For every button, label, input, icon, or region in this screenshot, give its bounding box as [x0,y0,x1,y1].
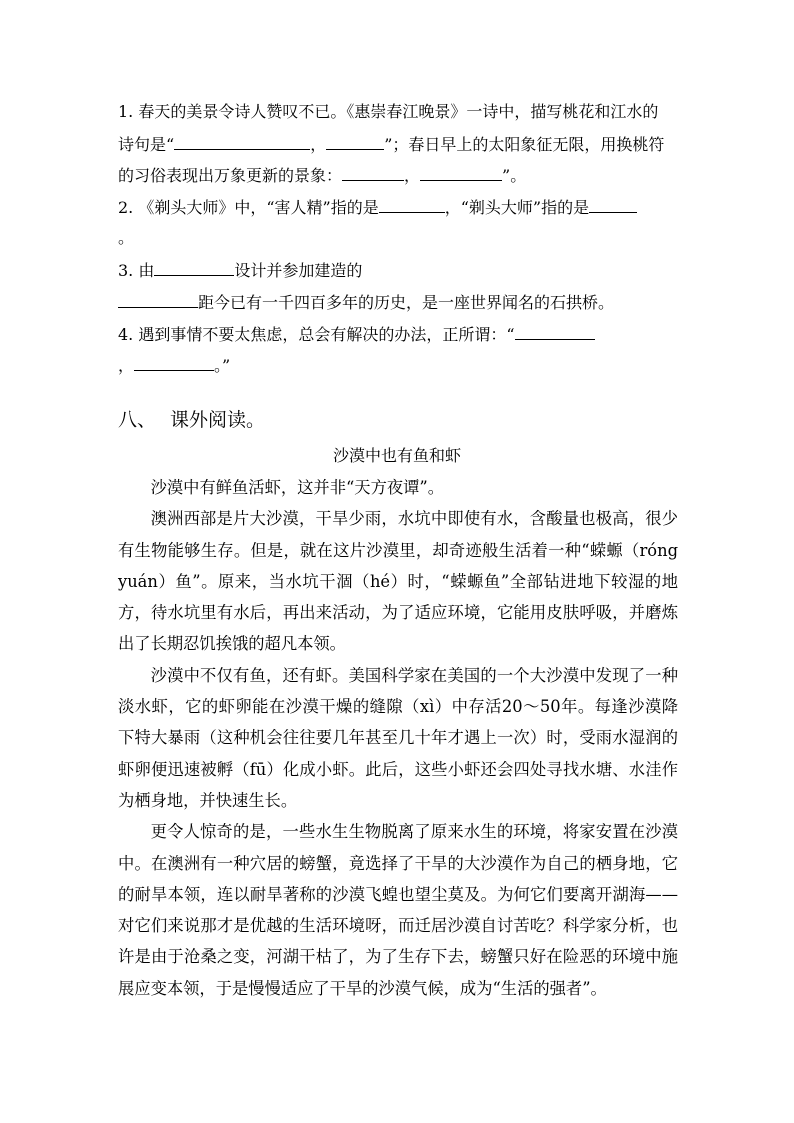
q4-blank-1[interactable] [515,323,595,340]
section-number: 八、 [118,409,157,431]
q1-line3 [118,164,526,186]
q1-line2-text-a: 诗句是“ [118,135,175,154]
article-title: 沙漠中也有鱼和虾 [332,446,461,465]
q4-line2-text-b: 。” [214,356,231,375]
article-paragraph-1: 沙漠中有鲜鱼活虾，这并非“天方夜谭”。 [150,478,445,497]
q3-blank-2[interactable] [118,291,198,308]
q4-line2-text-a: ， [118,356,135,375]
q1-blank-3[interactable] [342,164,404,181]
q2-line1 [118,196,637,218]
q4-line1-text: 4. 遇到事情不要太焦虑，总会有解决的办法，正所谓：“ [118,325,515,344]
q2-line1-text-a: 2. 《剃头大师》中，“害人精”指的是 [118,198,379,217]
q2-line1-text-b: ，“剃头大师”指的是 [444,198,590,217]
q3-line1-text-a: 3. 由 [118,261,155,280]
q3-line1-text-b: 设计并参加建造的 [234,261,363,280]
q2-blank-1[interactable] [379,196,445,213]
q1-blank-1[interactable] [174,133,310,150]
q2-blank-2[interactable] [589,196,637,213]
q4-blank-2[interactable] [134,354,214,371]
q1-blank-4[interactable] [420,164,502,181]
q3-blank-1[interactable] [154,259,234,276]
q2-line2: 。 [118,228,135,247]
article-paragraph-4: 更令人惊奇的是，一些水生生物脱离了原来水生的环境，将家安置在沙漠中。在澳洲有一种穴居的螃蟹，竟选择了干旱的大沙漠作为自己的栖身地，它的耐旱本领，连以耐旱著称的沙漠飞蝗也望尘莫及。为何它们要离开湖海——对它们来说那才是优越的生活环境呀，而迁居沙漠自讨苦吃？科学家分析，也许是由于沧桑之变，河湖干枯了，为了生存下去，螃蟹只好在险恶的环境中施展应变本领，于是慢慢适应了干旱的沙漠气候，成为“生活的强者”。 [118,822,678,998]
section-title: 课外阅读。 [170,409,266,431]
article-paragraph-2: 澳洲西部是片大沙漠，干旱少雨，水坑中即使有水，含酸量也极高，很少有生物能够生存。但是，就在这片沙漠里，却奇迹般生活着一种“蝾螈（róng yuán）鱼”。原来，当水坑干涸（hé）时，“蝾螈鱼”全部钻进地下较湿的地方，待水坑里有水后，再出来活动，为了适应环境，它能用皮肤呼吸，并磨炼出了长期忍饥挨饿的超凡本领。 [118,509,678,654]
q1-line3-text-a: 的习俗表现出万象更新的景象： [118,166,343,185]
q3-line2 [118,291,614,313]
q1-line2-text-b: ， [310,135,327,154]
q1-line2-text-c: ”；春日早上的太阳象征无限，用换桃符 [384,135,665,154]
q1-line2 [118,133,664,155]
article-body [118,472,678,1004]
section-heading [118,408,265,432]
q1-blank-2[interactable] [326,133,384,150]
q3-line2-text: 距今已有一千四百多年的历史，是一座世界闻名的石拱桥。 [198,293,615,312]
q4-line2 [118,354,230,376]
q4-line1 [118,323,595,345]
article-paragraph-3: 沙漠中不仅有鱼，还有虾。美国科学家在美国的一个大沙漠中发现了一种淡水虾，它的虾卵能在沙漠干燥的缝隙（xì）中存活20～50年。每逢沙漠降下特大暴雨（这种机会往往要几年甚至几十年才遇上一次）时，受雨水湿润的虾卵便迅速被孵（fū）化成小虾。此后，这些小虾还会四处寻找水塘、水洼作为栖身地，并快速生长。 [118,665,678,810]
q1-line3-text-c: ”。 [502,166,527,185]
q1-line3-text-b: ， [404,166,421,185]
q3-line1 [118,259,362,281]
q1-line1: 1. 春天的美景令诗人赞叹不已。《惠崇春江晚景》一诗中，描写桃花和江水的 [118,102,659,121]
